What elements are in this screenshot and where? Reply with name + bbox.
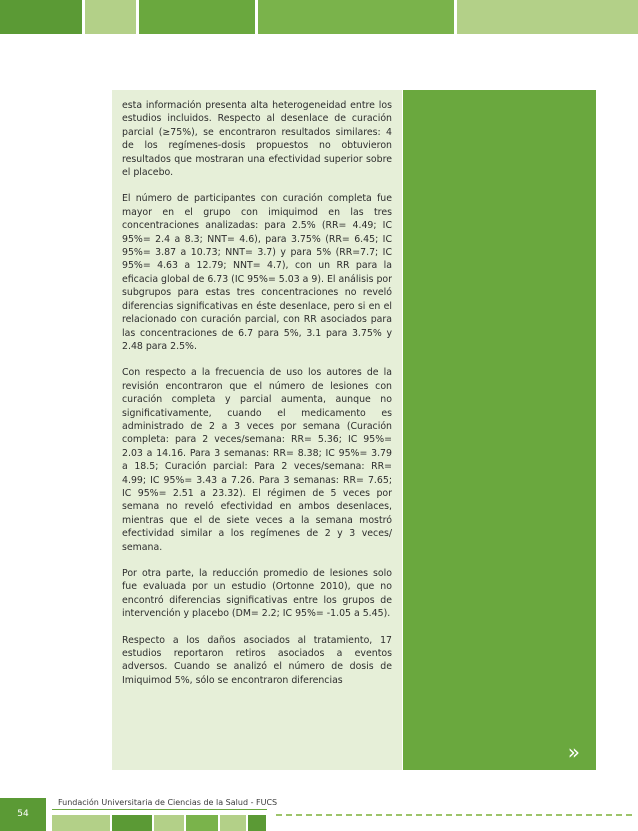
footer-bar-segment <box>154 815 184 831</box>
footer-dashed-line <box>276 814 632 816</box>
footer-bar-segment <box>248 815 266 831</box>
body-text <box>122 99 392 700</box>
footer-bar-segment <box>52 815 110 831</box>
header-bar-segment <box>258 0 454 34</box>
footer-bar-segment <box>220 815 246 831</box>
paragraph: Con respecto a la frecuencia de uso los autores de la revisión encontraron que el número de lesiones con curación completa y parcial aumenta, aunque no significativamente, cuando el medicamento es administrado de 2 a 3 veces por semana (Curación completa: para 2 veces/semana: RR= 5.36; IC 95%= 2.03 a 14.16. Para 3 semanas: RR= 8.38; IC 95%= 3.79 a 18.5; Curación parcial: Para 2 veces/semana: RR= 4.99; IC 95%= 3.43 a 7.26. Para 3 semanas: RR= 7.65; IC 95%= 2.51 a 23.32). El régimen de 5 veces por semana no reveló efectividad en ambos desenlaces, mientras que el de siete veces a la semana mostró efectividad similar a los regímenes de 2 y 3 veces/ semana. <box>122 367 392 553</box>
paragraph: El número de participantes con curación completa fue mayor en el grupo con imiquimod en las tres concentraciones analizadas: para 2.5% (RR= 4.49; IC 95%= 2.4 a 8.3; NNT= 4.6), para 3.75% (RR= 6.45; IC 95%= 3.87 a 10.73; NNT= 3.7) y para 5% (RR=7.7; IC 95%= 4.63 a 12.79; NNT= 4.7), con un RR para la eficacia global de 6.73 (IC 95%= 5.03 a 9). El análisis por subgrupos para estas tres concentraciones no reveló diferencias significativas en éste desenlace, pero si en el relacionado con curación parcial, con RR asociados para las concentraciones de 6.7 para 5%, 3.1 para 3.75% y 2.48 para 2.5%. <box>122 193 393 352</box>
paragraph: Respecto a los daños asociados al tratamiento, 17 estudios reportaron retiros asociados a eventos adversos. Cuando se analizó el número de dosis de Imiquimod 5%, sólo se encontraron diferencias <box>122 634 392 686</box>
header-bar-segment <box>0 0 82 34</box>
header-bar-segment <box>457 0 638 34</box>
footer-bar-segment <box>112 815 152 831</box>
footer-bar-segment <box>186 815 218 831</box>
header-bar-segment <box>139 0 255 34</box>
side-panel <box>403 90 596 770</box>
double-chevron-right-icon[interactable]: » <box>567 740 580 764</box>
paragraph: Por otra parte, la reducción promedio de lesiones solo fue evaluada por un estudio (Ortonne 2010), que no encontró diferencias significativas entre los grupos de intervención y placebo (DM= 2.2; IC 95%= -1.05 a 5.45). <box>122 568 392 620</box>
footer-institution: Fundación Universitaria de Ciencias de la Salud - FUCS <box>58 798 278 807</box>
footer-divider <box>52 809 267 810</box>
header-bar-segment <box>85 0 136 34</box>
page-number: 54 <box>0 798 46 831</box>
paragraph: esta información presenta alta heterogeneidad entre los estudios incluidos. Respecto al desenlace de curación parcial (≥75%), se encontraron resultados similares: 4 de los regímenes-dosis propuestos no obtuvieron resultados que mostraran una efectividad superior sobre el placebo. <box>122 100 392 179</box>
